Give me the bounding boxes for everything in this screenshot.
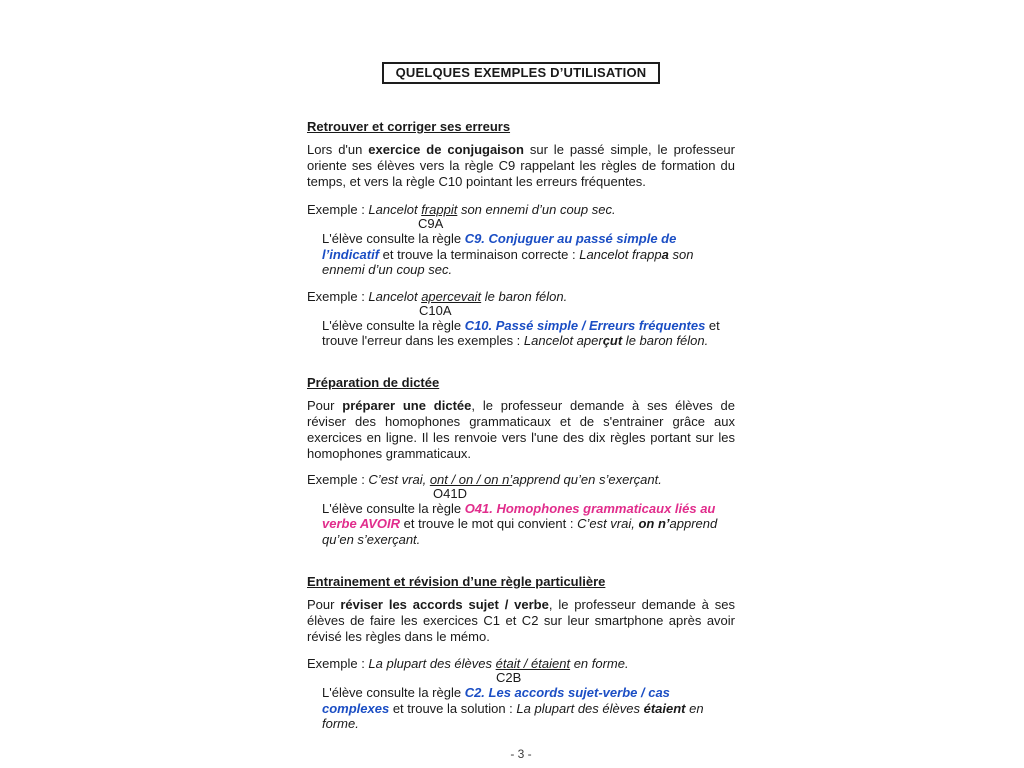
document-content bbox=[307, 62, 735, 732]
section-retrouver-erreurs bbox=[307, 120, 735, 349]
example-block bbox=[307, 290, 735, 349]
example-block bbox=[307, 203, 735, 278]
example-explanation: L'élève consulte la règle C9. Conjuguer au passé simple de l’indicatif et trouve la terminaison correcte : Lancelot frappa son ennemi d’un coup sec. bbox=[322, 231, 694, 277]
rule-code-label: C10A bbox=[419, 302, 452, 318]
page-title: QUELQUES EXEMPLES D’UTILISATION bbox=[382, 62, 661, 84]
rule-code-label: C9A bbox=[418, 216, 444, 231]
example-block bbox=[307, 657, 735, 732]
rule-code-label: O41D bbox=[433, 485, 467, 501]
example-sentence: Exemple : C’est vrai, ont / on / on n’apprend qu’en s’exerçant. bbox=[307, 471, 662, 487]
example-sentence: Exemple : La plupart des élèves était / étaient en forme. bbox=[307, 656, 629, 671]
example-sentence: Exemple : Lancelot apercevait le baron félon. bbox=[307, 288, 568, 304]
section-paragraph: Pour préparer une dictée, le professeur demande à ses élèves de réviser des homophones grammaticaux et de s'entrainer grâce aux exercices en ligne. Il les renvoie vers l'une des dix règles portant sur les homophones grammaticaux. bbox=[307, 397, 736, 461]
page-number: - 3 - bbox=[510, 747, 532, 761]
section-paragraph: Pour réviser les accords sujet / verbe, le professeur demande à ses élèves de faire les exercices C1 et C2 sur leur smartphone après avoir révisé les règles dans le mémo. bbox=[307, 597, 735, 644]
section-entrainement-revision bbox=[307, 575, 735, 732]
section-heading: Retrouver et corriger ses erreurs bbox=[307, 119, 511, 134]
title-row bbox=[307, 62, 735, 84]
example-explanation: L'élève consulte la règle C10. Passé simple / Erreurs fréquentes et trouve l'erreur dans les exemples : Lancelot aperçut le baron félon. bbox=[322, 317, 720, 348]
section-heading: Préparation de dictée bbox=[307, 374, 440, 390]
section-heading: Entrainement et révision d’une règle particulière bbox=[307, 574, 606, 589]
section-preparation-dictee bbox=[307, 376, 735, 548]
example-sentence: Exemple : Lancelot frappit son ennemi d’un coup sec. bbox=[307, 202, 616, 217]
example-explanation: L'élève consulte la règle C2. Les accords sujet-verbe / cas complexes et trouve la solution : La plupart des élèves étaient en forme. bbox=[322, 685, 704, 731]
section-paragraph: Lors d'un exercice de conjugaison sur le passé simple, le professeur oriente ses élèves vers la règle C9 rappelant les règles de formation du temps, et vers la règle C10 pointant les erreurs fréquentes. bbox=[307, 142, 735, 189]
example-explanation: L'élève consulte la règle O41. Homophones grammaticaux liés au verbe AVOIR et trouve le mot qui convient : C’est vrai, on n’apprend qu’en s’exerçant. bbox=[322, 500, 718, 547]
example-block bbox=[307, 473, 735, 548]
rule-code-label: C2B bbox=[496, 670, 522, 685]
